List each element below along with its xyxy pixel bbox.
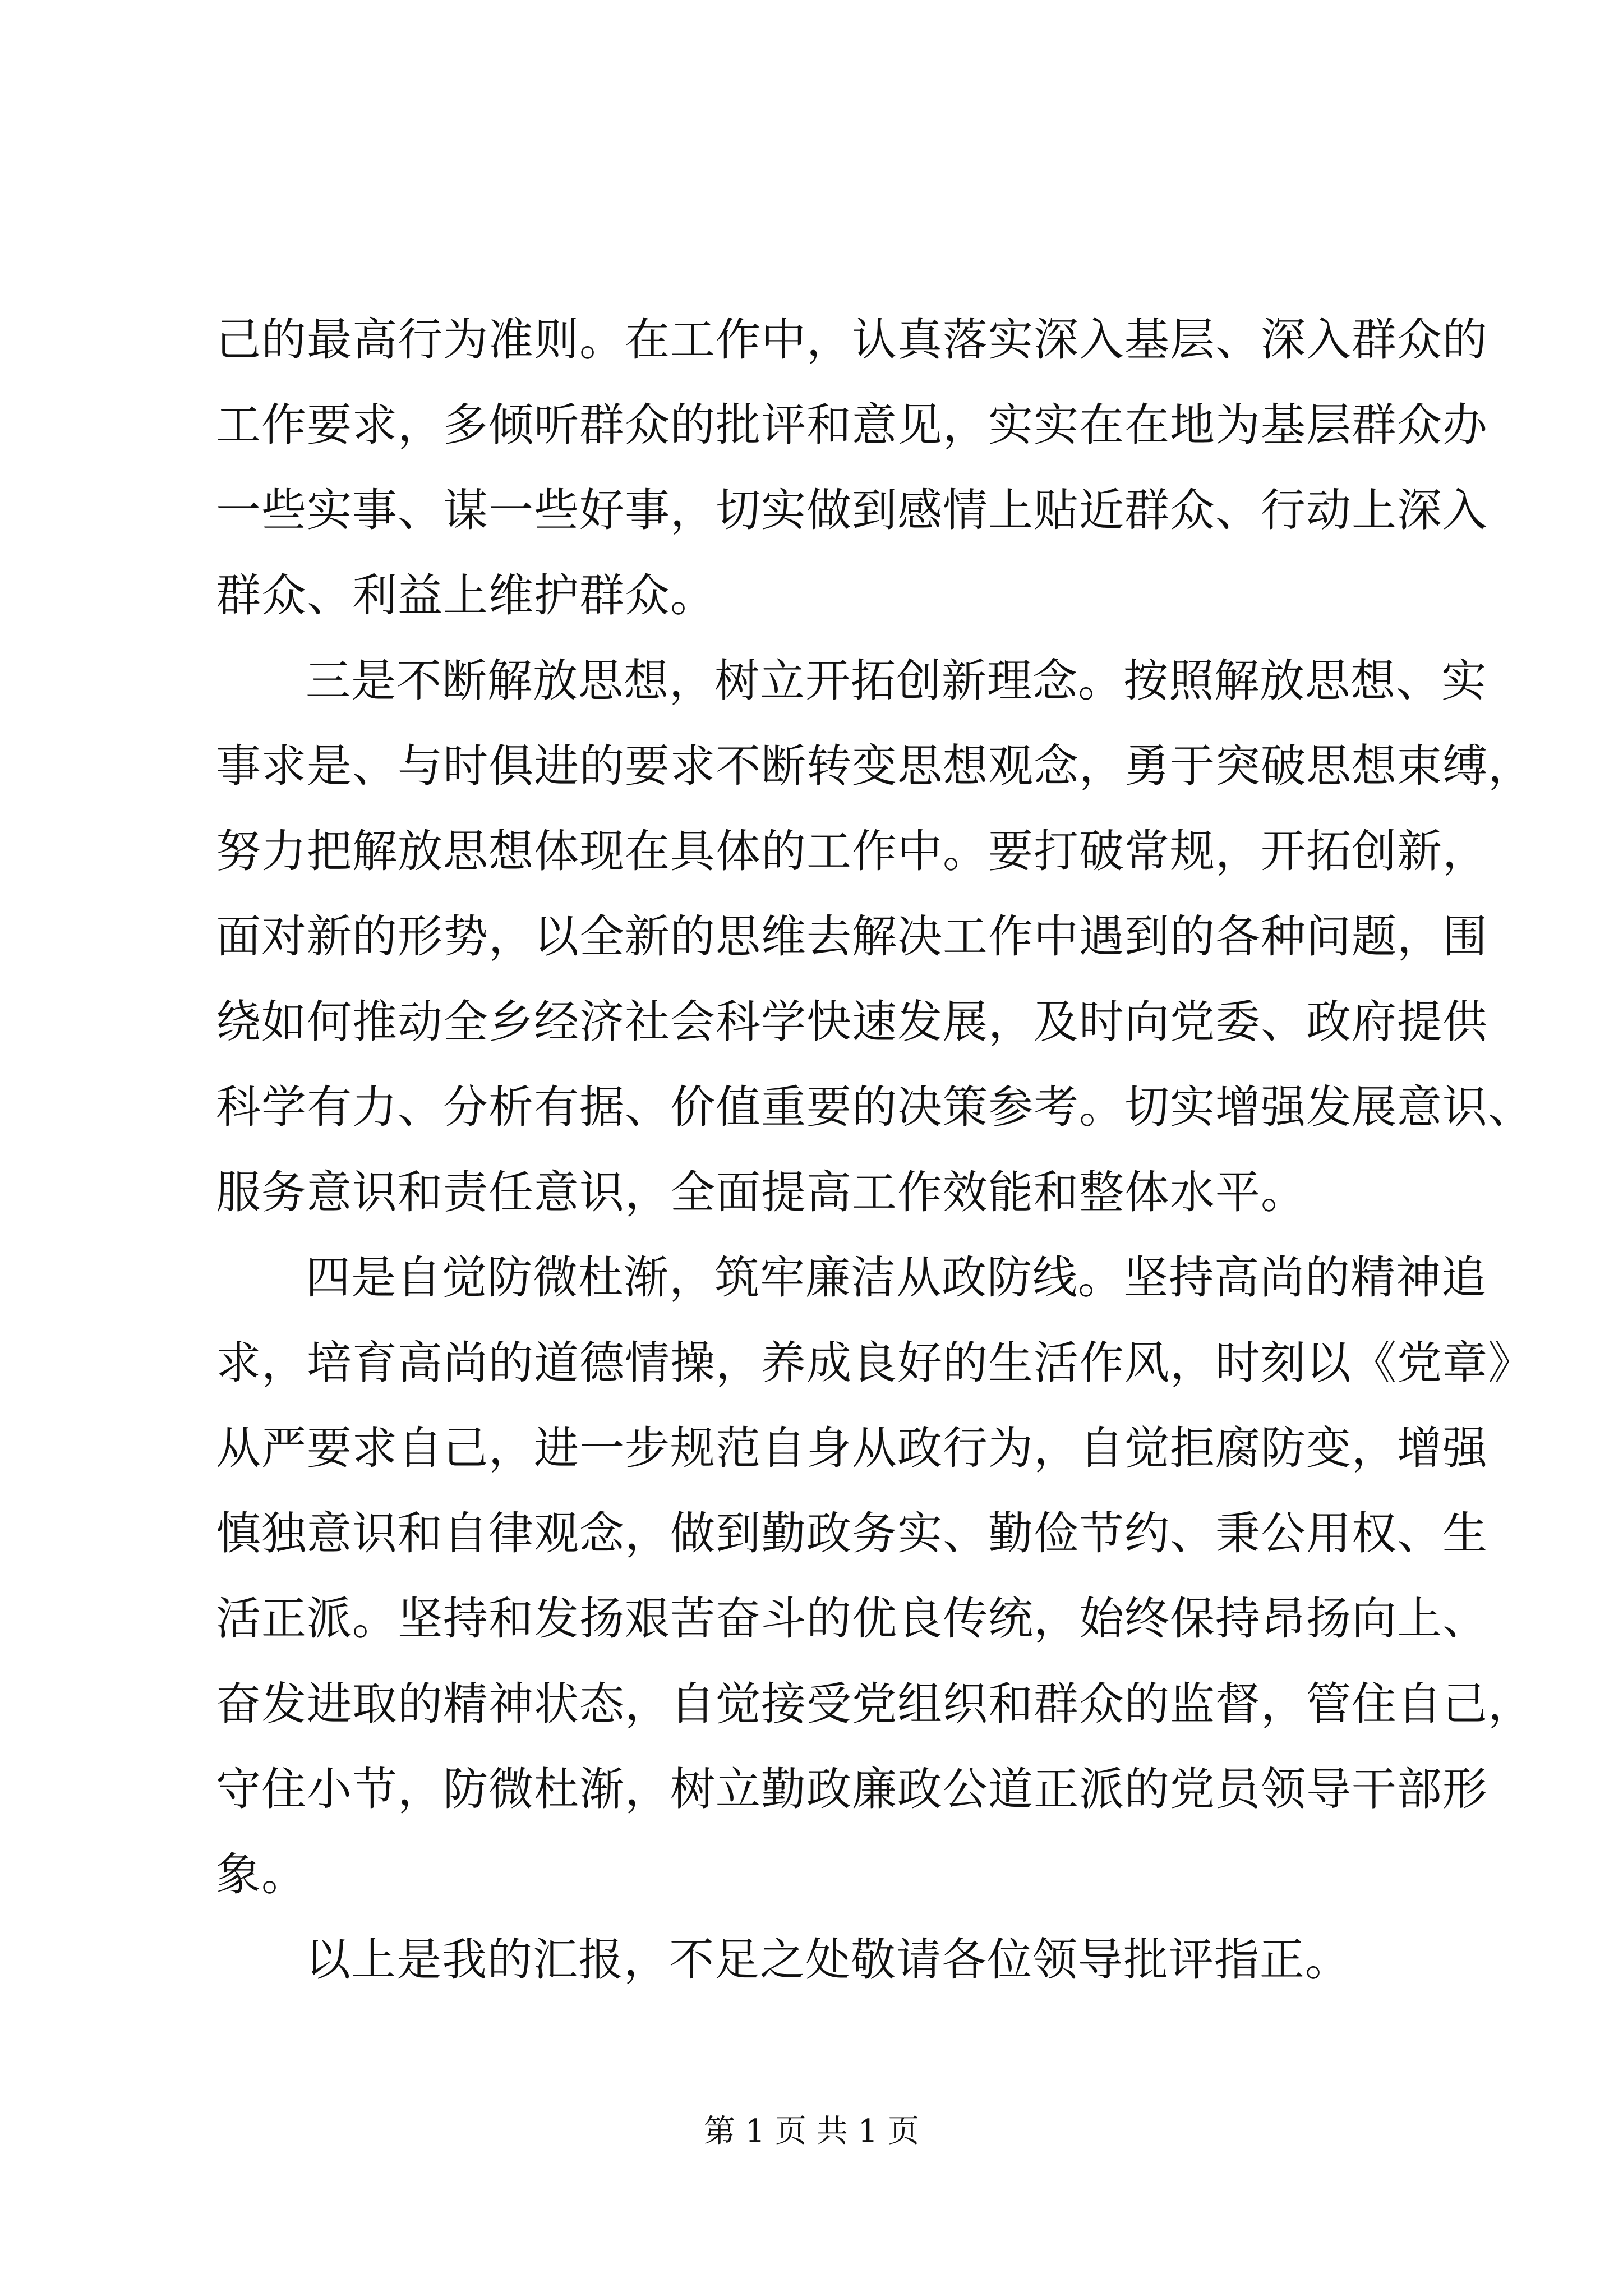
paragraph (216, 638, 1533, 1235)
paragraph (216, 297, 1488, 638)
paragraph (216, 1917, 1422, 2003)
text-line: 三是不断解放思想，树立开拓创新理念。按照解放思想、实 (306, 655, 1487, 707)
page-footer: 第 1 页 共 1 页 (703, 2113, 920, 2150)
text-line: 面对新的形势，以全新的思维去解决工作中遇到的各种问题，围 (216, 910, 1488, 963)
document-body (216, 297, 1533, 2003)
text-line: 守住小节，防微杜渐，树立勤政廉政公道正派的党员领导干部形 (216, 1763, 1488, 1815)
text-line: 工作要求，多倾听群众的批评和意见，实实在在地为基层群众办 (216, 399, 1488, 451)
text-line: 一些实事、谋一些好事，切实做到感情上贴近群众、行动上深入 (216, 484, 1488, 536)
text-line: 以上是我的汇报，不足之处敬请各位领导批评指正。 (306, 1934, 1350, 1986)
text-line: 从严要求自己，进一步规范自身从政行为，自觉拒腐防变，增强 (216, 1422, 1488, 1474)
text-line: 象。 (216, 1848, 307, 1901)
text-line: 服务意识和责任意识，全面提高工作效能和整体水平。 (216, 1166, 1306, 1218)
text-line: 群众、利益上维护群众。 (216, 569, 716, 622)
text-line: 努力把解放思想体现在具体的工作中。要打破常规，开拓创新， (216, 825, 1488, 877)
text-line: 四是自觉防微杜渐，筑牢廉洁从政防线。坚持高尚的精神追 (306, 1251, 1487, 1304)
text-line: 奋发进取的精神状态，自觉接受党组织和群众的监督，管住自己， (216, 1678, 1533, 1730)
text-line: 科学有力、分析有据、价值重要的决策参考。切实增强发展意识、 (216, 1081, 1533, 1133)
text-line: 求，培育高尚的道德情操，养成良好的生活作风，时刻以《党章》 (216, 1337, 1533, 1389)
text-line: 己的最高行为准则。在工作中，认真落实深入基层、深入群众的 (216, 314, 1488, 366)
text-line: 活正派。坚持和发扬艰苦奋斗的优良传统，始终保持昂扬向上、 (216, 1593, 1488, 1645)
paragraph (216, 1235, 1533, 1917)
text-line: 慎独意识和自律观念，做到勤政务实、勤俭节约、秉公用权、生 (216, 1507, 1488, 1559)
text-line: 事求是、与时俱进的要求不断转变思想观念，勇于突破思想束缚， (216, 740, 1533, 792)
text-line: 绕如何推动全乡经济社会科学快速发展，及时向党委、政府提供 (216, 996, 1488, 1048)
